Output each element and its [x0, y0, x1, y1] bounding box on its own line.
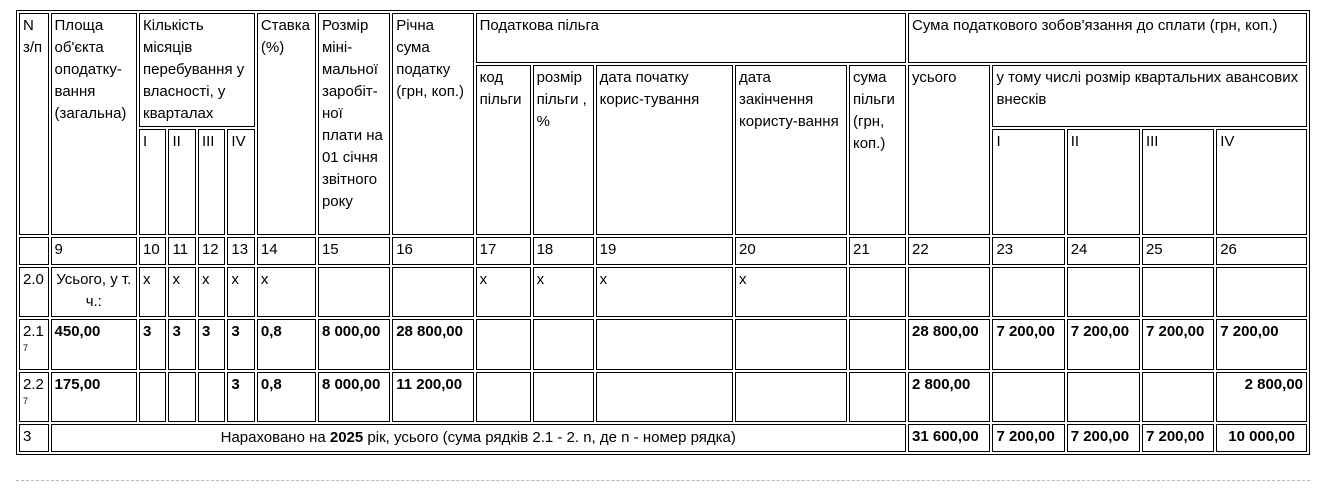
month-q1-cell: 3	[139, 319, 166, 370]
table-row-total	[19, 424, 1307, 452]
header-num: N з/п	[19, 13, 49, 235]
liability-q4-cell: 10 000,00	[1216, 424, 1307, 452]
month-q4-cell: х	[227, 267, 255, 317]
header-month-q3: III	[198, 129, 225, 235]
liability-q1-cell	[992, 372, 1064, 422]
tax-calculation-table	[16, 10, 1310, 455]
benefit-code-cell: х	[476, 267, 531, 317]
header-benefit-start: дата початку корис-тування	[596, 65, 733, 235]
table-row	[19, 319, 1307, 370]
total-label-year: 2025	[329, 429, 364, 446]
colnum-cell: 9	[51, 237, 138, 265]
colnum-cell	[19, 237, 49, 265]
colnum-cell: 11	[168, 237, 195, 265]
rate-cell: 0,8	[257, 319, 316, 370]
liability-q3-cell: 7 200,00	[1142, 319, 1214, 370]
colnum-cell: 15	[318, 237, 390, 265]
annual-tax-cell: 11 200,00	[392, 372, 473, 422]
month-q4-cell: 3	[227, 372, 255, 422]
row-number-sub: 7	[23, 343, 29, 353]
annual-tax-cell	[392, 267, 473, 317]
header-row-1	[19, 13, 1307, 63]
colnum-cell: 21	[849, 237, 906, 265]
area-cell: 450,00	[51, 319, 138, 370]
header-area: Площа об'єкта оподатку-вання (загальна)	[51, 13, 138, 235]
colnum-cell: 19	[596, 237, 733, 265]
row-number-sub: 7	[23, 396, 29, 406]
row-number	[19, 319, 49, 370]
header-annual-tax: Річна сума податку (грн, коп.)	[392, 13, 473, 235]
total-label-suffix: рік, усього (сума рядків 2.1 - 2. n, де n - номер рядка)	[363, 429, 736, 446]
total-cell	[908, 267, 990, 317]
total-label	[51, 424, 906, 452]
colnum-cell: 22	[908, 237, 990, 265]
benefit-start-cell: х	[596, 267, 733, 317]
liability-q2-cell: 7 200,00	[1067, 319, 1140, 370]
header-quarterly: у тому числі розмір квартальних авансових внесків	[992, 65, 1307, 127]
header-min-wage: Розмір міні-мальної заробіт-ної плати на 01 січня звітного року	[318, 13, 390, 235]
benefit-pct-cell: х	[533, 267, 594, 317]
liability-q3-cell: 7 200,00	[1142, 424, 1214, 452]
header-benefit-sum: сума пільги (грн, коп.)	[849, 65, 906, 235]
benefit-start-cell	[596, 319, 733, 370]
row-number-main: 2.1	[23, 323, 44, 340]
month-q3-cell: х	[198, 267, 225, 317]
total-cell: 28 800,00	[908, 319, 990, 370]
month-q1-cell: х	[139, 267, 166, 317]
header-total: усього	[908, 65, 990, 235]
benefit-end-cell: х	[735, 267, 847, 317]
header-benefit: Податкова пільга	[476, 13, 906, 63]
header-benefit-pct: розмір пільги , %	[533, 65, 594, 235]
total-label-prefix: Нараховано на	[220, 429, 330, 446]
min-wage-cell	[318, 267, 390, 317]
annual-tax-cell: 28 800,00	[392, 319, 473, 370]
liability-q1-cell	[992, 267, 1064, 317]
month-q3-cell	[198, 372, 225, 422]
header-liability: Сума податкового зобов'язання до сплати (грн, коп.)	[908, 13, 1307, 63]
rate-cell: х	[257, 267, 316, 317]
month-q4-cell: 3	[227, 319, 255, 370]
table-row	[19, 267, 1307, 317]
liability-q2-cell: 7 200,00	[1067, 424, 1140, 452]
header-liability-q3: III	[1142, 129, 1214, 235]
total-cell: 31 600,00	[908, 424, 990, 452]
header-month-q1: I	[139, 129, 166, 235]
benefit-end-cell	[735, 319, 847, 370]
colnum-cell: 17	[476, 237, 531, 265]
area-cell: Усього, у т. ч.:	[51, 267, 138, 317]
header-month-q4: IV	[227, 129, 255, 235]
liability-q2-cell	[1067, 372, 1140, 422]
liability-q2-cell	[1067, 267, 1140, 317]
benefit-pct-cell	[533, 319, 594, 370]
header-month-q2: II	[168, 129, 195, 235]
month-q2-cell	[168, 372, 195, 422]
colnum-cell: 25	[1142, 237, 1214, 265]
header-rate: Ставка (%)	[257, 13, 316, 235]
colnum-cell: 26	[1216, 237, 1307, 265]
colnum-cell: 24	[1067, 237, 1140, 265]
rate-cell: 0,8	[257, 372, 316, 422]
month-q3-cell: 3	[198, 319, 225, 370]
month-q1-cell	[139, 372, 166, 422]
month-q2-cell: х	[168, 267, 195, 317]
benefit-sum-cell	[849, 267, 906, 317]
benefit-start-cell	[596, 372, 733, 422]
benefit-end-cell	[735, 372, 847, 422]
header-benefit-end: дата закінчення користу-вання	[735, 65, 847, 235]
row-number: 2.0	[19, 267, 49, 317]
liability-q3-cell	[1142, 372, 1214, 422]
min-wage-cell: 8 000,00	[318, 319, 390, 370]
header-liability-q1: I	[992, 129, 1064, 235]
benefit-sum-cell	[849, 372, 906, 422]
benefit-code-cell	[476, 319, 531, 370]
row-number: 3	[19, 424, 49, 452]
header-liability-q2: II	[1067, 129, 1140, 235]
table-row	[19, 372, 1307, 422]
benefit-pct-cell	[533, 372, 594, 422]
total-cell: 2 800,00	[908, 372, 990, 422]
area-cell: 175,00	[51, 372, 138, 422]
header-months: Кількість місяців перебування у власності, у кварталах	[139, 13, 255, 127]
colnum-cell: 12	[198, 237, 225, 265]
row-number-main: 2.2	[23, 376, 44, 393]
liability-q1-cell: 7 200,00	[992, 319, 1064, 370]
header-benefit-code: код пільги	[476, 65, 531, 235]
colnum-cell: 23	[992, 237, 1064, 265]
column-numbers-row	[19, 237, 1307, 265]
liability-q1-cell: 7 200,00	[992, 424, 1064, 452]
colnum-cell: 10	[139, 237, 166, 265]
liability-q3-cell	[1142, 267, 1214, 317]
benefit-sum-cell	[849, 319, 906, 370]
liability-q4-cell: 7 200,00	[1216, 319, 1307, 370]
benefit-code-cell	[476, 372, 531, 422]
colnum-cell: 13	[227, 237, 255, 265]
month-q2-cell: 3	[168, 319, 195, 370]
colnum-cell: 18	[533, 237, 594, 265]
colnum-cell: 20	[735, 237, 847, 265]
liability-q4-cell	[1216, 267, 1307, 317]
liability-q4-cell: 2 800,00	[1216, 372, 1307, 422]
min-wage-cell: 8 000,00	[318, 372, 390, 422]
header-liability-q4: IV	[1216, 129, 1307, 235]
colnum-cell: 14	[257, 237, 316, 265]
row-number	[19, 372, 49, 422]
colnum-cell: 16	[392, 237, 473, 265]
